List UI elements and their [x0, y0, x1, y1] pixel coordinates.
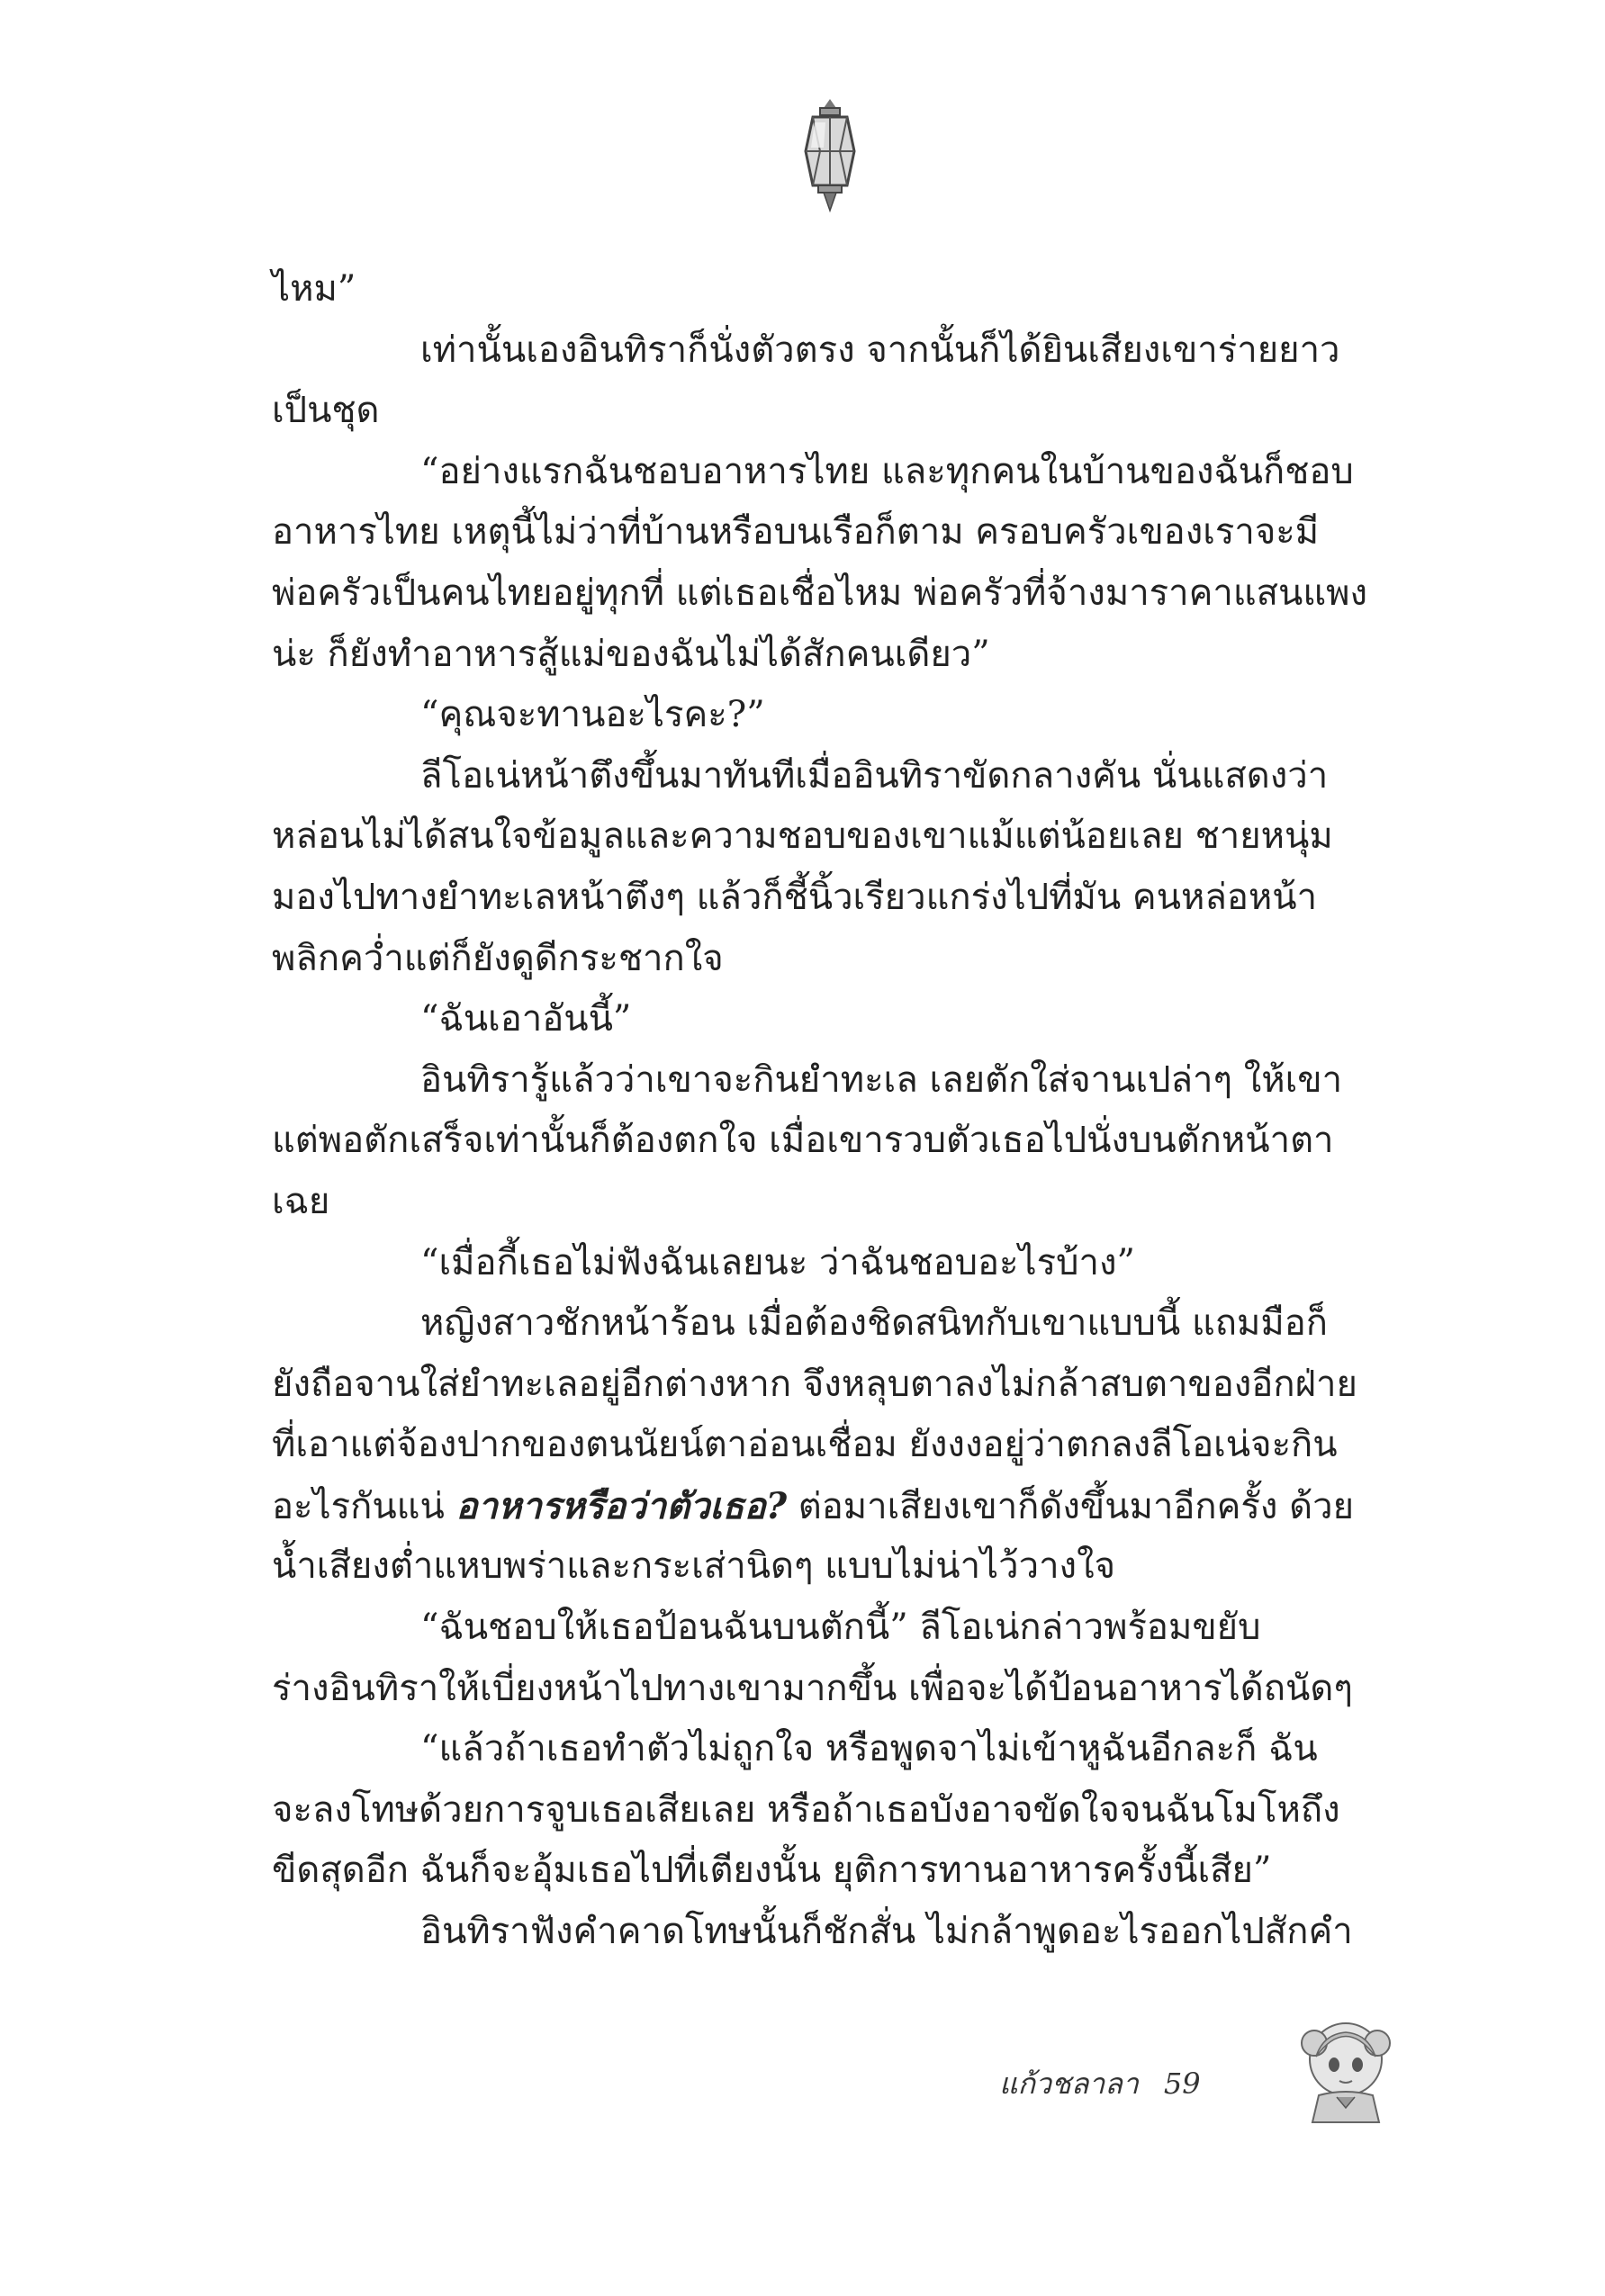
text-line: เฉย	[272, 1180, 330, 1222]
text-line: หล่อนไม่ได้สนใจข้อมูลและความชอบของเขาแม้แต่น้อยเลย ชายหนุ่ม	[272, 815, 1333, 858]
text-line: “เมื่อกี้เธอไม่ฟังฉันเลยนะ ว่าฉันชอบอะไรบ้าง”	[420, 1241, 1135, 1283]
text-line: ยังถือจานใส่ยำทะเลอยู่อีกต่างหาก จึงหลุบตาลงไม่กล้าสบตาของอีกฝ่าย	[272, 1363, 1357, 1405]
text-line: แต่พอตักเสร็จเท่านั้นก็ต้องตกใจ เมื่อเขารวบตัวเธอไปนั่งบนตักหน้าตา	[272, 1120, 1334, 1162]
text-line: “ฉันชอบให้เธอป้อนฉันบนตักนี้” ลีโอเน่กล่าวพร้อมขยับ	[420, 1607, 1261, 1649]
text-line: เป็นชุด	[272, 390, 380, 432]
anime-girl-portrait	[1296, 2007, 1395, 2124]
text-line: “คุณจะทานอะไรคะ?”	[420, 694, 765, 736]
lantern-icon	[797, 97, 863, 214]
body-text	[272, 259, 1388, 1963]
text-line: น่ะ ก็ยังทำอาหารสู้แม่ของฉันไม่ได้สักคนเดียว”	[272, 633, 990, 675]
text-line: อินทิราฟังคำคาดโทษนั้นก็ชักสั่น ไม่กล้าพูดอะไรออกไปสักคำ	[420, 1911, 1353, 1953]
page-number: 59	[1163, 2066, 1201, 2101]
text-line: “แล้วถ้าเธอทำตัวไม่ถูกใจ หรือพูดจาไม่เข้าหูฉันอีกละก็ ฉัน	[420, 1728, 1318, 1770]
text-line: ร่างอินทิราให้เบี่ยงหน้าไปทางเขามากขึ้น เพื่อจะได้ป้อนอาหารได้ถนัดๆ	[272, 1667, 1353, 1709]
book-title: แก้วชลาลา	[999, 2066, 1139, 2101]
text-line: พ่อครัวเป็นคนไทยอยู่ทุกที่ แต่เธอเชื่อไหม พ่อครัวที่จ้างมาราคาแสนแพง	[272, 572, 1368, 614]
emphasis-text: อาหารหรือว่าตัวเธอ?	[455, 1484, 788, 1527]
page-footer	[999, 2061, 1201, 2107]
text-line: อาหารไทย เหตุนี้ไม่ว่าที่บ้านหรือบนเรือก็ตาม ครอบครัวเของเราจะมี	[272, 511, 1320, 554]
text-line: ไหม”	[272, 268, 356, 310]
text-line: อะไรกันแน่ อาหารหรือว่าตัวเธอ? ต่อมาเสียงเขาก็ดังขึ้นมาอีกครั้ง ด้วย	[272, 1484, 1355, 1527]
text-line: เท่านั้นเองอินทิราก็นั่งตัวตรง จากนั้นก็ได้ยินเสียงเขาร่ายยาว	[420, 329, 1340, 371]
text-line: ขีดสุดอีก ฉันก็จะอุ้มเธอไปที่เตียงนั้น ยุติการทานอาหารครั้งนี้เสีย”	[272, 1850, 1272, 1892]
text-line: ลีโอเน่หน้าตึงขึ้นมาทันทีเมื่ออินทิราขัดกลางคัน นั่นแสดงว่า	[420, 754, 1329, 797]
text-line: ที่เอาแต่จ้องปากของตนนัยน์ตาอ่อนเชื่อม ยังงงอยู่ว่าตกลงลีโอเน่จะกิน	[272, 1424, 1338, 1466]
text-line: พลิกคว่ำแต่ก็ยังดูดีกระชากใจ	[272, 937, 724, 979]
text-line: “ฉันเอาอันนี้”	[420, 998, 632, 1040]
text-line: “อย่างแรกฉันชอบอาหารไทย และทุกคนในบ้านของฉันก็ชอบ	[420, 450, 1354, 492]
text-line: หญิงสาวชักหน้าร้อน เมื่อต้องชิดสนิทกับเขาแบบนี้ แถมมือก็	[420, 1302, 1328, 1345]
text-line: อินทิรารู้แล้วว่าเขาจะกินยำทะเล เลยตักใส่จานเปล่าๆ ให้เขา	[420, 1058, 1343, 1101]
text-line: จะลงโทษด้วยการจูบเธอเสียเลย หรือถ้าเธอบังอาจขัดใจจนฉันโมโหถึง	[272, 1788, 1340, 1831]
text-line: มองไปทางยำทะเลหน้าตึงๆ แล้วก็ชี้นิ้วเรียวแกร่งไปที่มัน คนหล่อหน้า	[272, 876, 1318, 918]
text-line: น้ำเสียงต่ำแหบพร่าและกระเส่านิดๆ แบบไม่น่าไว้วางใจ	[272, 1545, 1116, 1588]
